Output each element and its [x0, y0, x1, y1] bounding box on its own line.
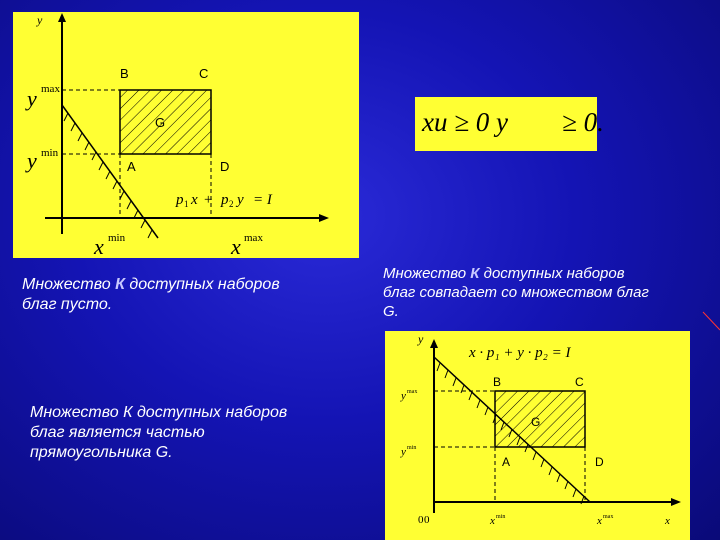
point-g: G: [155, 115, 166, 130]
y-axis-label: y: [418, 332, 424, 346]
xmin-sup: min: [108, 232, 126, 244]
svg-text:p: p: [221, 192, 229, 208]
xmax-label: x: [231, 234, 241, 259]
caption-empty-set: Множество К доступных наборов благ пусто.: [22, 276, 280, 313]
budget-equation: [175, 192, 273, 209]
svg-text:x: x: [191, 192, 198, 208]
point-d: D: [220, 159, 230, 174]
ymin-sup: min: [41, 147, 59, 159]
origin-label: 0: [418, 514, 424, 526]
x-axis-label: x: [665, 515, 670, 527]
point-g: G: [531, 415, 541, 429]
ymax-label: y: [401, 390, 406, 402]
graph-empty-set: [13, 12, 359, 258]
xmin-label: x: [490, 515, 495, 527]
x-axis-arrow: [319, 214, 329, 222]
y-axis-label: y: [37, 13, 43, 27]
caption-coincides: Множество К доступных наборов благ совпадает со множеством благ G.: [383, 265, 649, 320]
y-axis-arrow: [430, 339, 438, 348]
point-b: B: [493, 375, 502, 389]
ymax-sup: max: [41, 83, 60, 95]
y-axis-arrow: [58, 13, 66, 22]
rectangle-g: [120, 90, 211, 154]
ymin-label: y: [27, 148, 37, 173]
svg-text:= I: = I: [253, 192, 272, 208]
svg-text:p: p: [176, 192, 184, 208]
point-a: A: [127, 159, 136, 174]
point-d: D: [595, 455, 604, 469]
svg-text:1: 1: [184, 199, 189, 209]
budget-equation: x · p₁ + y · p₂ = I: [469, 345, 571, 361]
xmin-label: x: [94, 234, 104, 259]
origin-label-2: 0: [424, 514, 430, 526]
point-c: C: [575, 375, 584, 389]
point-c: C: [199, 66, 209, 81]
caption-part-of-g: Множество К доступных наборов благ является частью прямоугольника G.: [30, 404, 288, 461]
graph-full-set: [385, 331, 690, 540]
xmin-sup: min: [496, 514, 506, 520]
ymin-sup: min: [407, 445, 417, 451]
svg-text:2: 2: [229, 199, 234, 209]
graph-panel-empty-set: [13, 12, 359, 258]
xmax-label: x: [597, 515, 602, 527]
inequality-box: [415, 97, 604, 151]
svg-text:y: y: [237, 192, 244, 208]
xmax-sup: max: [244, 232, 263, 244]
point-a: A: [502, 455, 511, 469]
svg-text:+: +: [204, 192, 213, 208]
xmax-sup: max: [603, 514, 614, 520]
ymax-label: y: [27, 86, 37, 111]
inequality-text: xu ≥ 0 y ≥ 0.: [422, 107, 604, 137]
ymax-sup: max: [407, 389, 418, 395]
point-b: B: [120, 66, 129, 81]
graph-panel-full-set: [385, 331, 690, 540]
x-axis-arrow: [671, 498, 681, 506]
ymin-label: y: [401, 446, 406, 458]
